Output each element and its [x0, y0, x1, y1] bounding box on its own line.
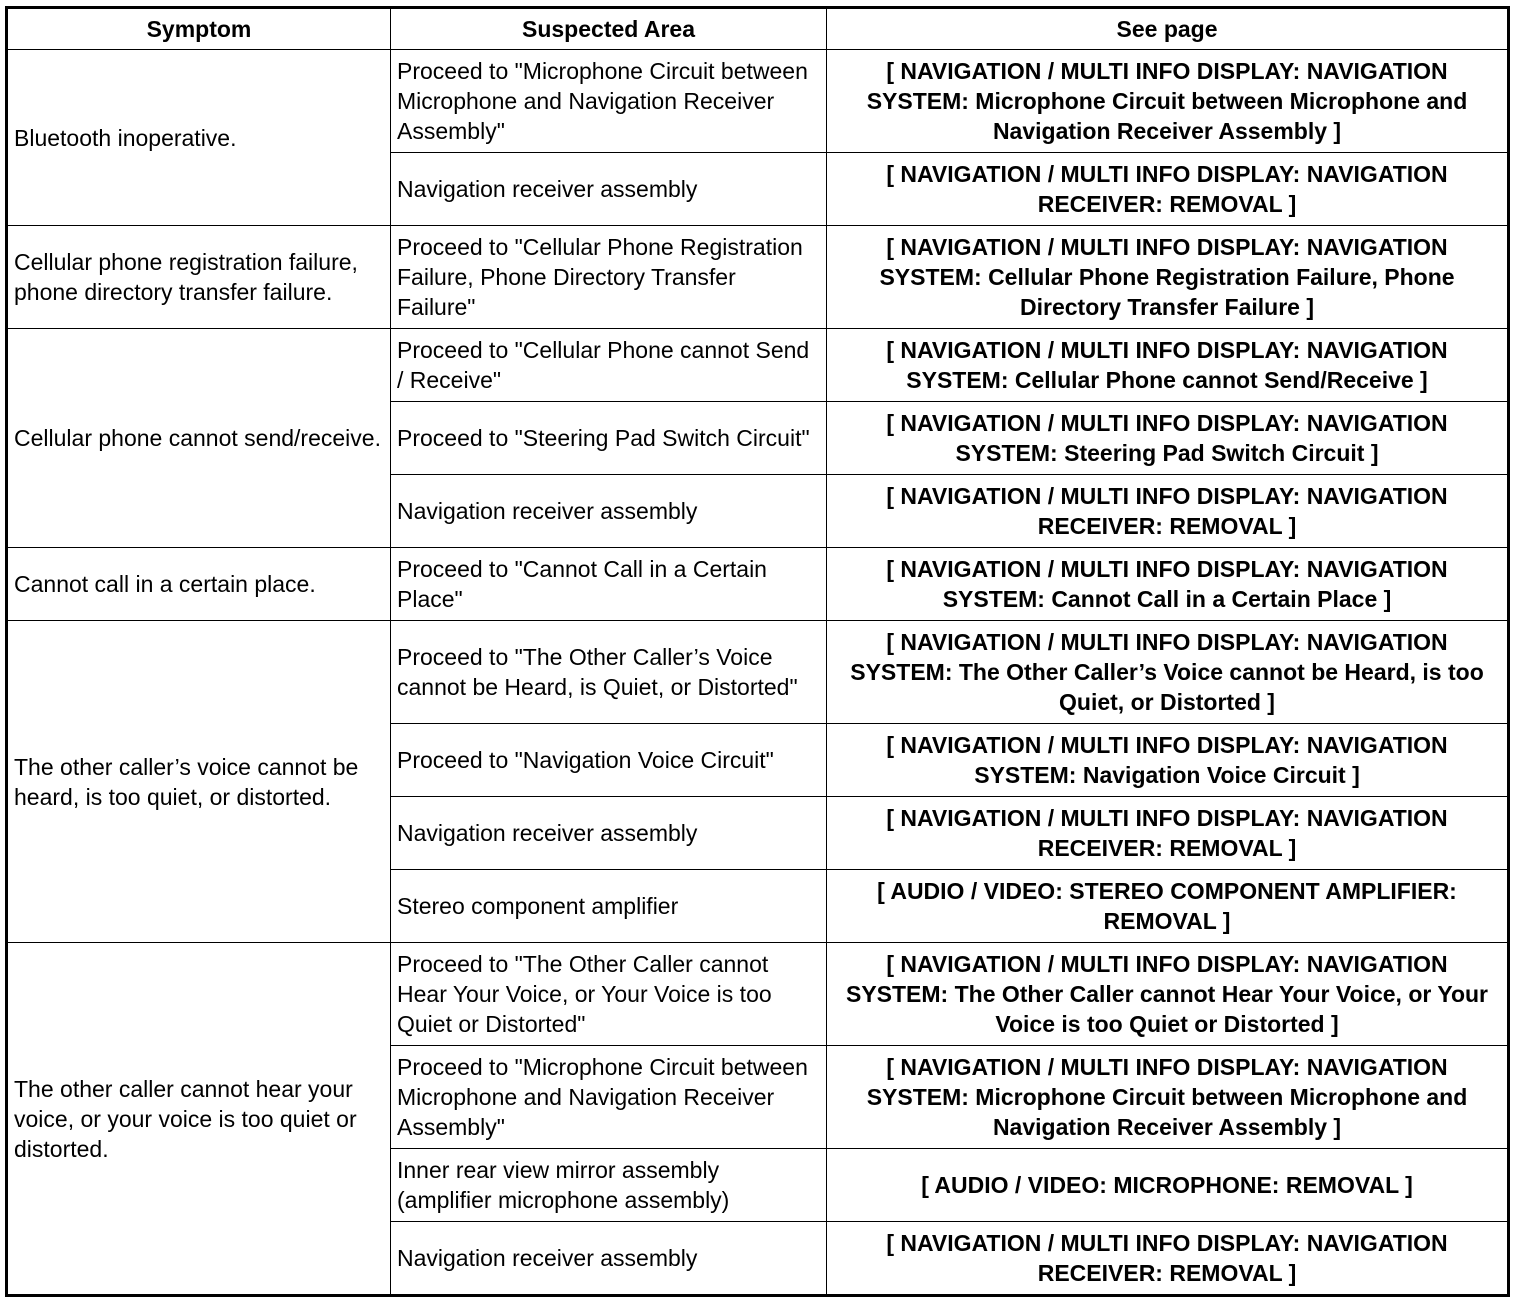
suspected-area-header: Suspected Area: [391, 8, 827, 50]
table-row: [7, 50, 1509, 153]
symptom-header: Symptom: [7, 8, 391, 50]
troubleshooting-table-wrapper: [5, 6, 1510, 1297]
symptom-cell: Cannot call in a certain place.: [7, 548, 391, 621]
suspected-area-cell: Proceed to "The Other Caller’s Voice cannot be Heard, is Quiet, or Distorted": [391, 621, 827, 724]
table-row: [7, 621, 1509, 724]
table-row: [7, 226, 1509, 329]
see-page-cell: [ NAVIGATION / MULTI INFO DISPLAY: NAVIGATION SYSTEM: Navigation Voice Circuit ]: [827, 724, 1509, 797]
suspected-area-cell: Proceed to "Steering Pad Switch Circuit": [391, 402, 827, 475]
see-page-cell: [ NAVIGATION / MULTI INFO DISPLAY: NAVIGATION RECEIVER: REMOVAL ]: [827, 797, 1509, 870]
see-page-cell: [ NAVIGATION / MULTI INFO DISPLAY: NAVIGATION RECEIVER: REMOVAL ]: [827, 153, 1509, 226]
suspected-area-cell: Navigation receiver assembly: [391, 475, 827, 548]
see-page-cell: [ NAVIGATION / MULTI INFO DISPLAY: NAVIGATION SYSTEM: Microphone Circuit between Microphone and Navigation Receiver Assembly ]: [827, 50, 1509, 153]
see-page-header: See page: [827, 8, 1509, 50]
symptom-cell: Bluetooth inoperative.: [7, 50, 391, 226]
header-row: [7, 8, 1509, 50]
suspected-area-cell: Proceed to "Cellular Phone cannot Send / Receive": [391, 329, 827, 402]
see-page-cell: [ NAVIGATION / MULTI INFO DISPLAY: NAVIGATION SYSTEM: Cellular Phone Registration Failure, Phone Directory Transfer Failure ]: [827, 226, 1509, 329]
suspected-area-cell: Proceed to "Cellular Phone Registration Failure, Phone Directory Transfer Failure": [391, 226, 827, 329]
suspected-area-cell: Proceed to "Microphone Circuit between Microphone and Navigation Receiver Assembly": [391, 50, 827, 153]
see-page-cell: [ AUDIO / VIDEO: MICROPHONE: REMOVAL ]: [827, 1149, 1509, 1222]
suspected-area-cell: Proceed to "Cannot Call in a Certain Place": [391, 548, 827, 621]
suspected-area-cell: Inner rear view mirror assembly (amplifier microphone assembly): [391, 1149, 827, 1222]
see-page-cell: [ NAVIGATION / MULTI INFO DISPLAY: NAVIGATION RECEIVER: REMOVAL ]: [827, 475, 1509, 548]
see-page-cell: [ NAVIGATION / MULTI INFO DISPLAY: NAVIGATION SYSTEM: Cannot Call in a Certain Place ]: [827, 548, 1509, 621]
suspected-area-cell: Navigation receiver assembly: [391, 797, 827, 870]
symptom-cell: Cellular phone cannot send/receive.: [7, 329, 391, 548]
suspected-area-cell: Proceed to "The Other Caller cannot Hear Your Voice, or Your Voice is too Quiet or Distorted": [391, 943, 827, 1046]
suspected-area-cell: Stereo component amplifier: [391, 870, 827, 943]
see-page-cell: [ NAVIGATION / MULTI INFO DISPLAY: NAVIGATION SYSTEM: Microphone Circuit between Microphone and Navigation Receiver Assembly ]: [827, 1046, 1509, 1149]
see-page-cell: [ NAVIGATION / MULTI INFO DISPLAY: NAVIGATION SYSTEM: Cellular Phone cannot Send/Receive ]: [827, 329, 1509, 402]
see-page-cell: [ AUDIO / VIDEO: STEREO COMPONENT AMPLIFIER: REMOVAL ]: [827, 870, 1509, 943]
suspected-area-cell: Navigation receiver assembly: [391, 1222, 827, 1296]
symptom-cell: The other caller’s voice cannot be heard, is too quiet, or distorted.: [7, 621, 391, 943]
table-row: [7, 329, 1509, 402]
troubleshooting-table: [5, 6, 1510, 1297]
symptom-cell: Cellular phone registration failure, phone directory transfer failure.: [7, 226, 391, 329]
suspected-area-cell: Proceed to "Navigation Voice Circuit": [391, 724, 827, 797]
table-row: [7, 943, 1509, 1046]
suspected-area-cell: Proceed to "Microphone Circuit between Microphone and Navigation Receiver Assembly": [391, 1046, 827, 1149]
suspected-area-cell: Navigation receiver assembly: [391, 153, 827, 226]
see-page-cell: [ NAVIGATION / MULTI INFO DISPLAY: NAVIGATION RECEIVER: REMOVAL ]: [827, 1222, 1509, 1296]
table-row: [7, 548, 1509, 621]
see-page-cell: [ NAVIGATION / MULTI INFO DISPLAY: NAVIGATION SYSTEM: The Other Caller cannot Hear Your Voice, or Your Voice is too Quiet or Distorted ]: [827, 943, 1509, 1046]
see-page-cell: [ NAVIGATION / MULTI INFO DISPLAY: NAVIGATION SYSTEM: The Other Caller’s Voice cannot be Heard, is too Quiet, or Distorted ]: [827, 621, 1509, 724]
see-page-cell: [ NAVIGATION / MULTI INFO DISPLAY: NAVIGATION SYSTEM: Steering Pad Switch Circuit ]: [827, 402, 1509, 475]
symptom-cell: The other caller cannot hear your voice, or your voice is too quiet or distorted.: [7, 943, 391, 1296]
